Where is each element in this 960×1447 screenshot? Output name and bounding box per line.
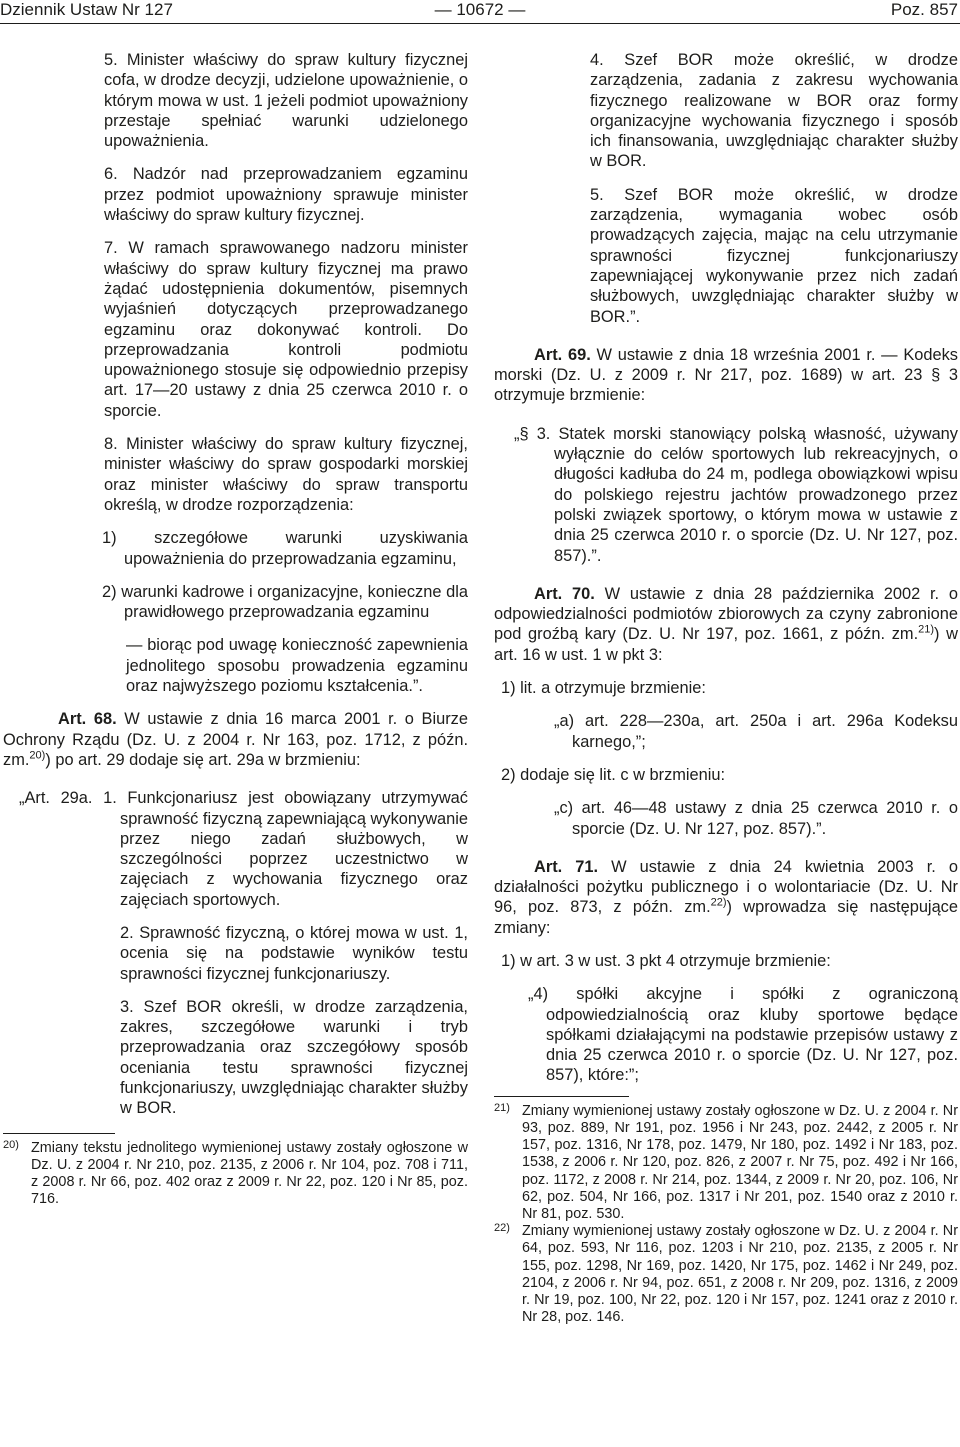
paragraph-5: 5. Minister właściwy do spraw kultury fizycznej cofa, w drodze decyzji, udzielone upoważnienie, o którym mowa w ust. 1 jeżeli podmiot upoważniony przestaje spełniać warunki udzielonego upoważnienia. (104, 51, 468, 151)
article-70-item-2-quote: „c) art. 46—48 ustawy z dnia 25 czerwca 2010 r. o sporcie (Dz. U. Nr 127, poz. 857).”. (554, 799, 958, 838)
left-column (3, 50, 468, 1208)
footnote-22: 22) Zmiany wymienionej ustawy zostały ogłoszone w Dz. U. z 2004 r. Nr 64, poz. 593, Nr 116, poz. 1203 i Nr 210, poz. 2135, z 2005 r. Nr 155, poz. 1298, Nr 169, poz. 1420, Nr 175, poz. 1462 i Nr 249, poz. 2104, z 2006 r. Nr 94, poz. 651, z 2008 r. Nr 209, poz. 1316, z 2009 r. Nr 19, poz. 100, Nr 22, poz. 120 i Nr 157, poz. 1241 oraz z 2010 r. Nr 28, poz. 146. (494, 1222, 958, 1326)
footnote-20: 20) Zmiany tekstu jednolitego wymienionej ustawy zostały ogłoszone w Dz. U. z 2004 r. Nr 210, poz. 2135, z 2006 r. Nr 104, poz. 708 i 711, z 2008 r. Nr 66, poz. 402 oraz z 2009 r. Nr 22, poz. 120 i Nr 85, poz. 716. (3, 1138, 468, 1208)
position-number: Poz. 857 (890, 0, 958, 19)
paragraph-7: 7. W ramach sprawowanego nadzoru minister właściwy do spraw kultury fizycznej ma prawo żądać udostępnienia dokumentów, pisemnych wyjaśnień dotyczących przeprowadzanego egzaminu oraz dokonywać kontroli. Do przeprowadzania kontroli podmiotu upoważnionego stosuje się odpowiednio przepisy art. 17—20 ustawy z dnia 25 czerwca 2010 r. o sporcie. (104, 239, 468, 420)
paragraph-8-item-1: 1) szczegółowe warunki uzyskiwania upoważnienia do przeprowadzania egzaminu, (102, 529, 468, 568)
running-header (0, 0, 960, 24)
article-69-label: Art. 69. (534, 345, 591, 364)
footnote-rule (3, 1133, 115, 1134)
header-rule (0, 23, 960, 24)
article-70-label: Art. 70. (534, 584, 595, 603)
article-70: Art. 70. W ustawie z dnia 28 października 2002 r. o odpowiedzialności podmiotów zbiorowych za czyny zabronione pod groźbą kary (Dz. U. Nr 197, poz. 1661, z późn. zm.$^{21)}$) w art. 16 w ust. 1 w pkt 3: (494, 584, 958, 664)
article-68-label: Art. 68. (58, 710, 117, 729)
article-70-item-1-quote: „a) art. 228—230a, art. 250a i art. 296a Kodeksu karnego,”; (554, 712, 958, 751)
footnote-ref-21: 21) (918, 623, 935, 636)
article-29a-ust-4: 4. Szef BOR może określić, w drodze zarządzenia, zadania z zakresu wychowania fizycznego realizowane w BOR oraz formy organizacyjne wychowania fizycznego i sposób ich finansowania, uwzględniając charakter służby w BOR. (590, 51, 958, 171)
right-column (494, 50, 958, 1326)
footnote-ref-22: 22) (710, 896, 727, 909)
journal-title: Dziennik Ustaw Nr 127 (0, 0, 173, 19)
article-29a-ust-5: 5. Szef BOR może określić, w drodze zarządzenia, wymagania wobec osób prowadzących zajęcia, mając na celu utrzymanie sprawności fizycznej funkcjonariuszy zapewniającej wykonywanie przez nich zadań służbowych, uwzględniając charakter służby w BOR.”. (590, 185, 958, 326)
article-71-label: Art. 71. (534, 857, 599, 876)
article-23-par-3: „§ 3. Statek morski stanowiący polską własność, używany wyłącznie do celów sportowych lub rekreacyjnych, o długości kadłuba do 24 m, podlega obowiązkowi wpisu do polskiego rejestru jachtów prowadzonego przez polski związek sportowy, o którym mowa w ustawie z dnia 25 czerwca 2010 r. o sporcie (Dz. U. Nr 127, poz. 857).”. (514, 424, 958, 565)
footnote-ref-20: 20) (29, 749, 46, 762)
paragraph-8-item-2: 2) warunki kadrowe i organizacyjne, konieczne dla prawidłowego przeprowadzania egzaminu (102, 582, 468, 622)
paragraph-8: 8. Minister właściwy do spraw kultury fizycznej, minister właściwy do spraw gospodarki morskiej oraz minister właściwy do spraw transportu określą, w drodze rozporządzenia: (104, 435, 468, 514)
paragraph-6: 6. Nadzór nad przeprowadzaniem egzaminu przez podmiot upoważniony sprawuje minister właściwy do spraw kultury fizycznej. (104, 165, 468, 225)
article-71-item-1-quote: „4) spółki akcyjne i spółki z ograniczoną odpowiedzialnością oraz kluby sportowe będące spółkami działającymi na podstawie przepisów ustawy z dnia 25 czerwca 2010 r. o sporcie (Dz. U. Nr 127, poz. 857), które:”; (528, 985, 958, 1085)
article-29a-ust-3: 3. Szef BOR określi, w drodze zarządzenia, zakres, szczegółowe warunki i tryb przeprowadzania oraz szczegółowy sposób oceniania testu sprawności fizycznej funkcjonariuszy, uwzględniając charakter służby w BOR. (120, 997, 468, 1118)
article-71: Art. 71. W ustawie z dnia 24 kwietnia 2003 r. o działalności pożytku publicznego i o wolontariacie (Dz. U. Nr 96, poz. 873, z późn. zm.$^{22)}$) wprowadza się następujące zmiany: (494, 857, 958, 937)
article-70-item-2: 2) dodaje się lit. c w brzmieniu: (501, 765, 726, 784)
paragraph-8-tail: — biorąc pod uwagę konieczność zapewnienia jednolitego sposobu prowadzenia egzaminu oraz najwyższego poziomu kształcenia.”. (126, 636, 468, 696)
article-29a-ust-2: 2. Sprawność fizyczną, o której mowa w ust. 1, ocenia się na podstawie wyników testu sprawności fizycznej funkcjonariuszy. (120, 923, 468, 983)
article-70-item-1: 1) lit. a otrzymuje brzmienie: (501, 679, 706, 698)
article-29a-ust-1: „Art. 29a. 1. Funkcjonariusz jest obowiązany utrzymywać sprawność fizyczną zapewniającą wykonywanie przez niego zadań służbowych, w szczególności poprzez uczestnictwo w zajęciach z wychowania fizycznego oraz zajęciach sportowych. (19, 789, 469, 909)
article-69: Art. 69. W ustawie z dnia 18 września 2001 r. — Kodeks morski (Dz. U. z 2009 r. Nr 217, poz. 1689) w art. 23 § 3 otrzymuje brzmienie: (494, 345, 958, 405)
article-71-item-1: 1) w art. 3 w ust. 3 pkt 4 otrzymuje brzmienie: (501, 951, 831, 970)
page-number: — 10672 — (434, 0, 526, 19)
footnote-rule-right (494, 1096, 629, 1097)
footnote-21: 21) Zmiany wymienionej ustawy zostały ogłoszone w Dz. U. z 2004 r. Nr 93, poz. 889, Nr 191, poz. 1956 i Nr 243, poz. 2442, z 2005 r. Nr 157, poz. 1316, Nr 178, poz. 1479, Nr 180, poz. 1492 i Nr 183, poz. 1538, z 2006 r. Nr 120, poz. 826, z 2007 r. Nr 75, poz. 492 i Nr 166, poz. 1172, z 2008 r. Nr 214, poz. 1344, z 2009 r. Nr 20, poz. 106, Nr 62, poz. 504, Nr 166, poz. 1317 i Nr 201, poz. 1540 oraz z 2010 r. Nr 81, poz. 530. (494, 1101, 958, 1222)
article-68: Art. 68. W ustawie z dnia 16 marca 2001 r. o Biurze Ochrony Rządu (Dz. U. z 2004 r. Nr 163, poz. 1712, z późn. zm.$^{20)}$) po art. 29 dodaje się art. 29a w brzmieniu: (3, 710, 468, 769)
